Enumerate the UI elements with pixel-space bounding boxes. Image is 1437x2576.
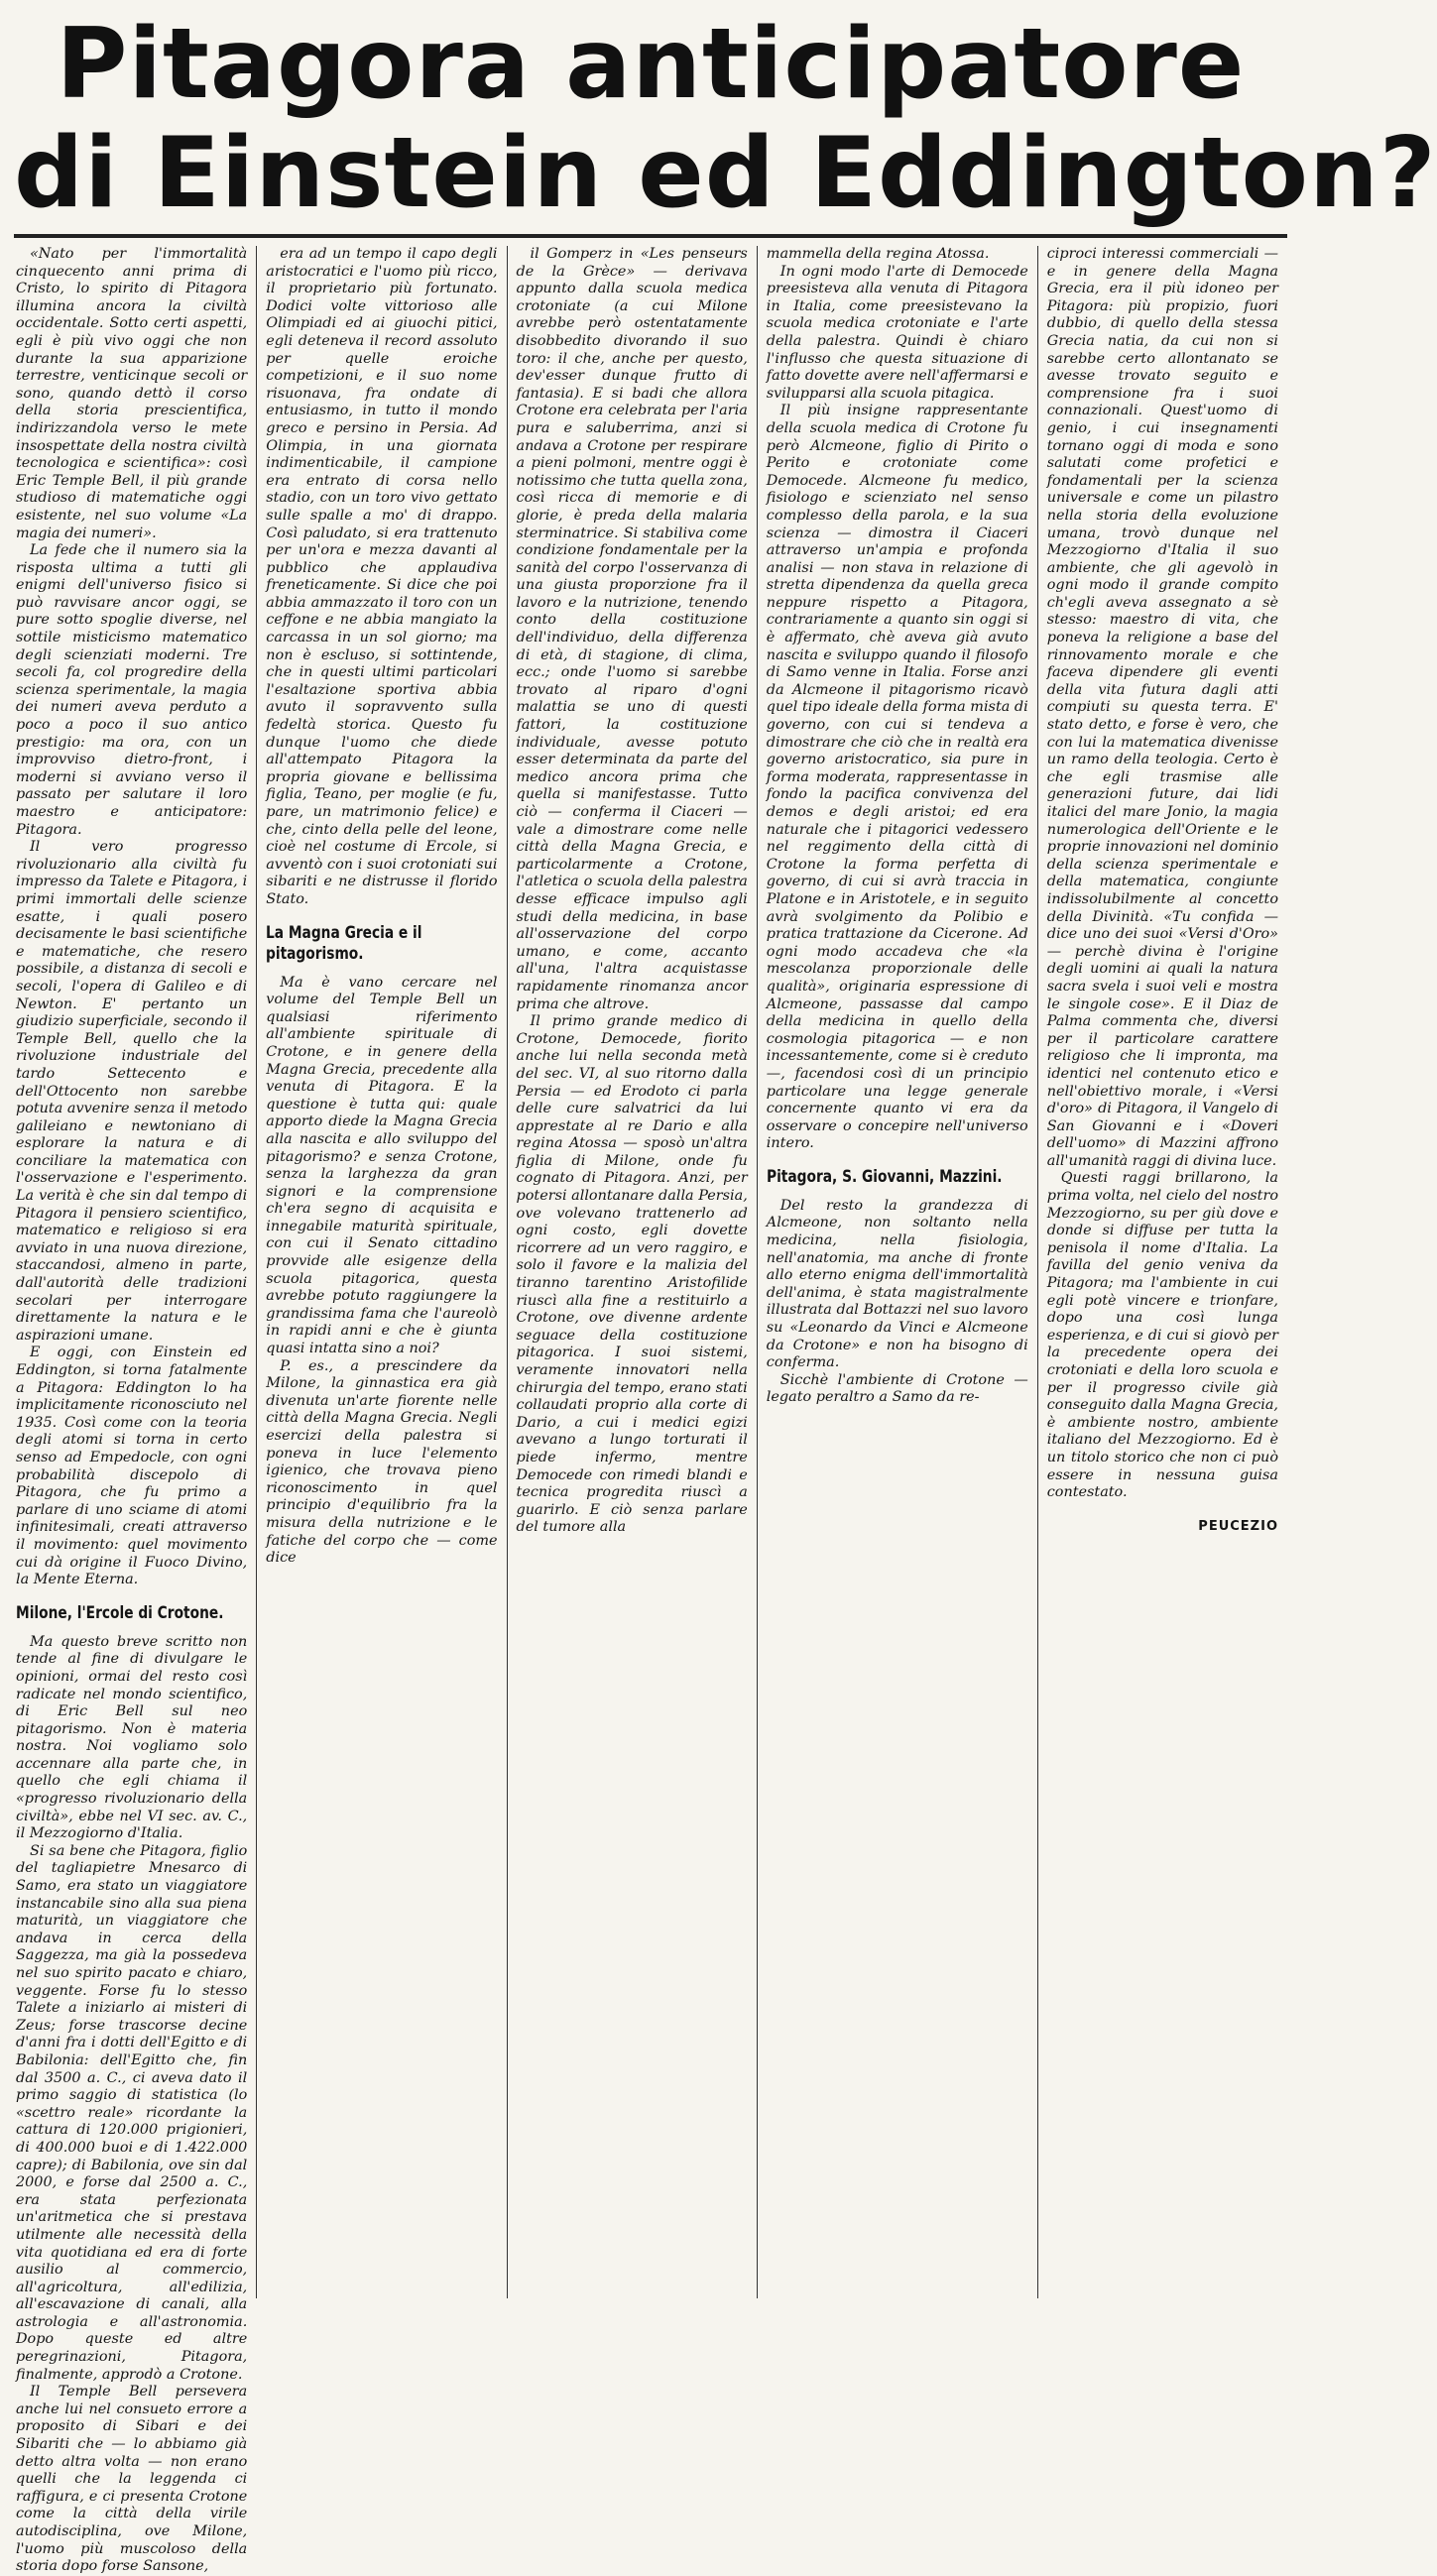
paragraph: Questi raggi brillarono, la prima volta, nel cielo del nostro Mezzogiorno, su per giù dove e donde si diffuse per tutta la penisola il nome d'Italia. La favilla del genio veniva da Pitagora; ma l'ambiente in cui egli potè vincere e trionfare, dopo una così lunga esperienza, e di cui si giovò per la precedente opera dei crotoniati e della loro scuola e per il progresso civile già conseguito dalla Magna Grecia, è ambiente nostro, ambiente italiano del Mezzogiorno. Ed è un titolo storico che non ci può essere in nessuna guisa contestato. [1046, 1170, 1278, 1501]
paragraph: In ogni modo l'arte di Democede preesisteva alla venuta di Pitagora in Italia, come preesistevano la scuola medica crotoniate e l'arte della palestra. Quindi è chiaro l'influsso che questa situazione di fatto dovette avere nell'affermarsi e svilupparsi alla scuola pitagica. [766, 263, 1028, 402]
article-body [14, 246, 1287, 2575]
paragraph: Il Temple Bell persevera anche lui nel consueto errore a proposito di Sibari e dei Sibariti che — lo abbiamo già detto altra volta — non erano quelli che la leggenda ci raffigura, e ci presenta Crotone come la città della virile autodisciplina, ove Milone, l'uomo più muscoloso della storia dopo forse Sansone, [16, 2384, 248, 2575]
paragraph: La fede che il numero sia la risposta ultima a tutti gli enigmi dell'universo fisico si può ravvisare ancor oggi, se pure sotto spoglie diverse, nel sottile misticismo matematico degli scienziati moderni. Tre secoli fa, col progredire della scienza sperimentale, la magia dei numeri aveva perduto a poco a poco il suo antico prestigio: ma ora, con un improvviso dietro-front, i moderni si avviano verso il passato per salutare il loro maestro e anticipatore: Pitagora. [16, 542, 248, 838]
paragraph: P. es., a prescindere da Milone, la ginnastica era già divenuta un'arte fiorente nelle città della Magna Grecia. Negli esercizi della palestra si poneva in luce l'elemento igienico, che trovava pieno riconoscimento in quel principio d'equilibrio fra la misura della nutrizione e le fatiche del corpo che — come dice [266, 1357, 498, 1567]
section-heading-pitagora-giovanni-mazzini: Pitagora, S. Giovanni, Mazzini. [766, 1166, 1003, 1187]
headline [14, 8, 1437, 230]
column-2 [256, 246, 506, 2298]
paragraph: «Nato per l'immortalità cinquecento anni prima di Cristo, lo spirito di Pitagora illumina ancora la civiltà occidentale. Sotto certi aspetti, egli è più vivo oggi che non durante la sua apparizione terrestre, venticinque secoli or sono, quando dettò il corso della storia prescientifica, indirizzandola verso le mete insospettate della nostra civiltà tecnologica e scientifica»: così Eric Temple Bell, il più grande studioso di matematiche oggi esistente, nel suo volume «La magia dei numeri». [16, 246, 248, 541]
paragraph: Ma è vano cercare nel volume del Temple Bell un qualsiasi riferimento all'ambiente spirituale di Crotone, e in genere della Magna Grecia, precedente alla venuta di Pitagora. E la questione è tutta qui: quale apporto diede la Magna Grecia alla nascita e allo sviluppo del pitagorismo? e senza Crotone, senza la larghezza da gran signori e la comprensione ch'era segno di acquisita e innegabile maturità spirituale, con cui il Senato cittadino provvide alle esigenze della scuola pitagorica, questa avrebbe potuto raggiungere la grandissima fama che l'aureolò in rapidi anni e che è giunta quasi intatta sino a noi? [266, 974, 498, 1357]
paragraph: il Gomperz in «Les penseurs de la Grèce» — derivava appunto dalla scuola medica crotoniate (a cui Milone avrebbe però ostentatamente disobbedito divorando il suo toro: il che, anche per questo, dev'esser dunque frutto di fantasia). E si badi che allora Crotone era celebrata per l'aria pura e saluberrima, anzi si andava a Crotone per respirare a pieni polmoni, mentre oggi è notissimo che tutta quella zona, così ricca di memorie e di glorie, è preda della malaria sterminatrice. Si stabiliva come condizione fondamentale per la sanità del corpo l'osservanza di una giusta proporzione fra il lavoro e la nutrizione, tenendo conto della costituzione dell'individuo, della differenza di età, di stagione, di clima, ecc.; onde l'uomo si sarebbe trovato al riparo d'ogni malattia se uno di questi fattori, la costituzione individuale, avesse potuto esser determinata da parte del medico ancora prima che quella si manifestasse. Tutto ciò — conferma il Ciaceri — vale a dimostrare come nelle città della Magna Grecia, e particolarmente a Crotone, l'atletica o scuola della palestra desse efficace impulso agli studi della medicina, in base all'osservazione del corpo umano, e come, accanto all'una, l'altra acquistasse rapidamente rinomanza ancor prima che altrove. [516, 246, 748, 1012]
column-5 [1037, 246, 1287, 2298]
headline-rule [14, 234, 1287, 238]
paragraph: era ad un tempo il capo degli aristocratici e l'uomo più ricco, il proprietario più fortunato. Dodici volte vittorioso alle Olimpiadi ed ai giuochi pitici, egli deteneva il record assoluto per quelle eroiche competizioni, e il suo nome risuonava, fra ondate di entusiasmo, in tutto il mondo greco e persino in Persia. Ad Olimpia, in una giornata indimenticabile, il campione era entrato di corsa nello stadio, con un toro vivo gettato sulle spalle a mo' di drappo. Così paludato, si era trattenuto per un'ora e mezza davanti al pubblico che applaudiva freneticamente. Si dice che poi abbia ammazzato il toro con un ceffone e ne abbia mangiato la carcassa in un sol giorno; ma non è escluso, si sottintende, che in questi ultimi particolari l'esaltazione sportiva abbia avuto il sopravvento sulla fedeltà storica. Questo fu dunque l'uomo che diede all'attempato Pitagora la propria giovane e bellissima figlia, Teano, per moglie (e fu, pare, un matrimonio felice) e che, cinto della pelle del leone, cioè nel costume di Ercole, si avventò con i suoi crotoniati sui sibariti e ne distrusse il florido Stato. [266, 246, 498, 907]
headline-line-1: Pitagora anticipatore [56, 8, 1246, 121]
paragraph: Il più insigne rappresentante della scuola medica di Crotone fu però Alcmeone, figlio di Pirito o Perito e crotoniate come Democede. Alcmeone fu medico, fisiologo e scienziato nel senso complesso della parola, e la sua scienza — dimostra il Ciaceri attraverso un'ampia e profonda analisi — non stava in relazione di stretta dipendenza da quella greca neppure rispetto a Pitagora, contrariamente a quanto sin oggi si è affermato, chè aveva già avuto nascita e sviluppo quando il filosofo di Samo venne in Italia. Forse anzi da Alcmeone il pitagorismo ricavò quel tipo ideale della forma mista di governo, con cui si tendeva a dimostrare che ciò che in realtà era governo aristocratico, sia pure in forma moderata, rappresentasse in fondo la pacifica convivenza del demos e degli aristoi; ed era naturale che i pitagorici vedessero nel reggimento della città di Crotone la forma perfetta di governo, di cui si avrà traccia in Platone e in Aristotele, e in seguito avrà svolgimento da Polibio e pratica trattazione da Cicerone. Ad ogni modo accadeva che «la mescolanza proporzionale delle qualità», originaria espressione di Alcmeone, passasse dal campo della medicina in quello della cosmologia pitagorica — e non incessantemente, come si è creduto —, facendosi così di un principio particolare una legge generale concernente quanto vi era da osservare o concepire nell'universo intero. [766, 403, 1028, 1152]
headline-line-2: di Einstein ed Eddington? [14, 117, 1437, 230]
author-signature: PEUCEZIO [1198, 1518, 1278, 1534]
column-3 [507, 246, 757, 2298]
column-4 [757, 246, 1037, 2298]
paragraph: E oggi, con Einstein ed Eddington, si torna fatalmente a Pitagora: Eddington lo ha implicitamente riconosciuto nel 1935. Così come con la teoria degli atomi si torna in certo senso ad Empedocle, con ogni probabilità discepolo di Pitagora, che fu primo a parlare di uno sciame di atomi infinitesimali, creati attraverso il movimento: quel movimento cui dà origine il Fuoco Divino, la Mente Eterna. [16, 1345, 248, 1588]
paragraph: Il vero progresso rivoluzionario alla civiltà fu impresso da Talete e Pitagora, i primi immortali delle scienze esatte, i quali posero decisamente le basi scientifiche e matematiche, che resero possibile, a distanza di secoli e secoli, l'opera di Galileo e di Newton. E' pertanto un giudizio superficiale, secondo il Temple Bell, quello che la rivoluzione industriale del tardo Settecento e dell'Ottocento non sarebbe potuta avvenire senza il metodo galileiano e newtoniano di esplorare la natura e di conciliare la matematica con l'osservazione e l'esperimento. La verità è che sin dal tempo di Pitagora il pensiero scientifico, matematico e religioso si era avviato in una nuova direzione, staccandosi, almeno in parte, dall'autorità delle tradizioni secolari per interrogare direttamente la natura e le aspirazioni umane. [16, 839, 248, 1344]
paragraph: Si sa bene che Pitagora, figlio del tagliapietre Mnesarco di Samo, era stato un viaggiatore instancabile sino alla sua piena maturità, un viaggiatore che andava in cerca della Saggezza, ma già la possedeva nel suo spirito pacato e chiaro, veggente. Forse fu lo stesso Talete a iniziarlo ai misteri di Zeus; forse trascorse decine d'anni fra i dotti dell'Egitto e di Babilonia: dell'Egitto che, fin dal 3500 a. C., ci aveva dato il primo saggio di statistica (lo «scettro reale» ricordante la cattura di 120.000 prigionieri, di 400.000 buoi e di 1.422.000 capre); di Babilonia, ove sin dal 2000, e forse dal 2500 a. C., era stata perfezionata un'aritmetica che si prestava utilmente alle necessità della vita quotidiana ed era di forte ausilio al commercio, all'agricoltura, all'edilizia, all'escavazione di canali, alla astrologia e all'astronomia. Dopo queste ed altre peregrinazioni, Pitagora, finalmente, approdò a Crotone. [16, 1842, 248, 2383]
paragraph: Il primo grande medico di Crotone, Democede, fiorito anche lui nella seconda metà del sec. VI, al suo ritorno dalla Persia — ed Erodoto ci parla delle cure salvatrici da lui apprestate al re Dario e alla regina Atossa — sposò un'altra figlia di Milone, onde fu cognato di Pitagora. Anzi, per potersi allontanare dalla Persia, ove volevano trattenerlo ad ogni costo, egli dovette ricorrere ad un vero raggiro, e solo il favore e la malizia del tiranno tarentino Aristofilide riuscì alla fine a restituirlo a Crotone, ove divenne ardente seguace della costituzione pitagorica. I suoi sistemi, veramente innovatori nella chirurgia del tempo, erano stati collaudati proprio alla corte di Dario, a cui i medici egizi avevano a lungo torturati il piede infermo, mentre Democede con rimedi blandi e tecnica progredita riuscì a guarirlo. E ciò senza parlare del tumore alla [516, 1013, 748, 1536]
paragraph: Sicchè l'ambiente di Crotone — legato peraltro a Samo da re- [766, 1371, 1028, 1406]
paragraph: Del resto la grandezza di Alcmeone, non soltanto nella medicina, nella fisiologia, nell'anatomia, ma anche di fronte allo eterno enigma dell'immortalità dell'anima, è stata magistralmente illustrata dal Bottazzi nel suo lavoro su «Leonardo da Vinci e Alcmeone da Crotone» e non ha bisogno di conferma. [766, 1197, 1028, 1371]
section-heading-milone: Milone, l'Ercole di Crotone. [16, 1602, 224, 1623]
paragraph: mammella della regina Atossa. [766, 246, 990, 262]
paragraph: ciproci interessi commerciali — e in genere della Magna Grecia, era il più idoneo per Pitagora: più propizio, fuori dubbio, di quello della stessa Grecia natia, da cui non si sarebbe certo allontanato se avesse trovato seguito e comprensione fra i suoi connazionali. Quest'uomo di genio, i cui insegnamenti tornano oggi di moda e sono salutati come profetici e fondamentali per la scienza universale e come un pilastro nella storia della evoluzione umana, trovò dunque nel Mezzogiorno d'Italia il suo ambiente, che gli agevolò in ogni modo il grande compito ch'egli aveva assegnato a sè stesso: maestro di vita, che poneva la religione a base del rinnovamento morale e che faceva dipendere gli eventi della vita futura dagli atti compiuti su questa terra. E' stato detto, e forse è vero, che con lui la matematica divenisse un ramo della teologia. Certo è che egli trasmise alle generazioni future, dai lidi italici del mare Jonio, la magia numerologica dell'Oriente e le proprie innovazioni nel dominio della scienza sperimentale e della matematica, congiunte indissolubilmente al concetto della Divinità. «Tu confida — dice uno dei suoi «Versi d'Oro» — perchè divina è l'origine degli uomini ai quali la natura sacra svela i suoi veli e mostra le singole cose». E il Diaz de Palma commenta che, diversi per il particolare carattere religioso che li impronta, ma identici nel contenuto etico e nell'obiettivo morale, i «Versi d'oro» di Pitagora, il Vangelo di San Giovanni e i «Doveri dell'uomo» di Mazzini affrono all'umanità raggi di divina luce. [1046, 246, 1278, 1169]
paragraph: Ma questo breve scritto non tende al fine di divulgare le opinioni, ormai del resto così radicate nel mondo scientifico, di Eric Bell sul neo pitagorismo. Non è materia nostra. Noi vogliamo solo accennare alla parte che, in quello che egli chiama il «progresso rivoluzionario della civiltà», ebbe nel VI sec. av. C., il Mezzogiorno d'Italia. [16, 1633, 248, 1842]
section-heading-magna-grecia: La Magna Grecia e il pitagorismo. [266, 922, 422, 964]
column-1 [14, 246, 256, 2575]
